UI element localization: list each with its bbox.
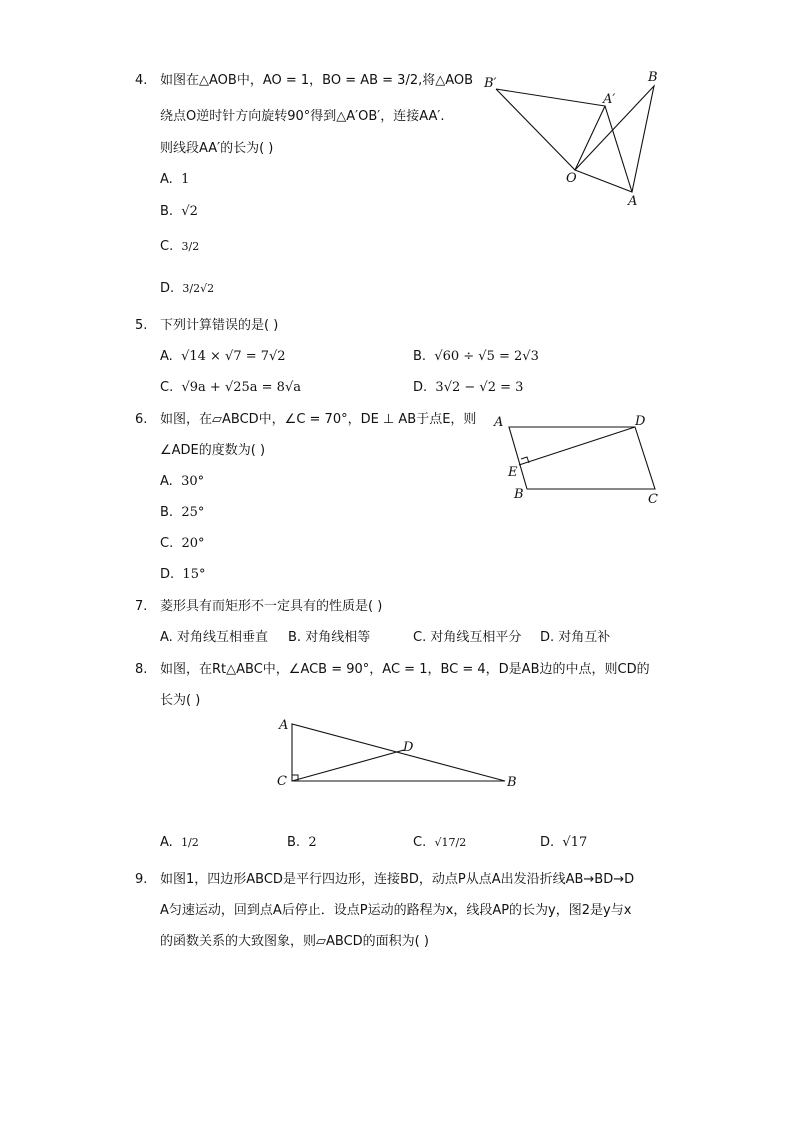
option-text: √17/2	[434, 836, 467, 849]
question-stem-line: 则线段AA′的长为( )	[160, 141, 274, 156]
q8-figure	[270, 712, 530, 798]
question-stem-line: 如图，在Rt△ABC中，∠ACB = 90°，AC = 1，BC = 4，D是AB边的中点，则CD的	[160, 662, 650, 677]
option-label: B.	[160, 204, 174, 219]
option-text: 3/2√2	[182, 282, 215, 295]
label-a: A	[494, 415, 504, 430]
question-stem: 菱形具有而矩形不一定具有的性质是( )	[160, 599, 383, 614]
option-b[interactable]	[160, 504, 204, 522]
option-b[interactable]	[287, 834, 317, 852]
label-a: A	[279, 718, 289, 733]
q4-figure	[480, 64, 670, 214]
label-b: B	[507, 775, 517, 790]
option-label: C.	[413, 630, 427, 645]
option-d[interactable]	[540, 834, 587, 852]
option-text: 30°	[181, 474, 205, 489]
label-d: D	[635, 414, 646, 429]
option-text: 2	[308, 835, 317, 850]
option-text: √2	[181, 204, 198, 219]
option-text: √60 ÷ √5 = 2√3	[434, 349, 539, 364]
triangle-a-prime-o-b-prime	[496, 89, 605, 170]
option-text: √14 × √7 = 7√2	[181, 349, 286, 364]
option-a[interactable]	[160, 348, 286, 366]
option-b[interactable]	[160, 203, 198, 221]
option-c[interactable]	[160, 379, 301, 397]
q6-figure	[490, 410, 670, 510]
option-text: √17	[562, 835, 588, 850]
question-stem-line: ∠ADE的度数为( )	[160, 443, 266, 458]
option-label: B.	[413, 349, 427, 364]
question-stem-line: 绕点O逆时针方向旋转90°得到△A′OB′，连接AA′.	[160, 109, 445, 124]
option-a[interactable]	[160, 171, 189, 189]
option-label: A.	[160, 349, 173, 364]
label-d: D	[403, 740, 414, 755]
option-d[interactable]	[160, 280, 214, 298]
question-stem-line: 如图1，四边形ABCD是平行四边形，连接BD，动点P从点A出发沿折线AB→BD→D	[160, 872, 635, 887]
option-c[interactable]	[413, 834, 466, 852]
option-label: C.	[160, 380, 174, 395]
question-number: 6.	[135, 412, 148, 427]
label-e: E	[508, 465, 518, 480]
label-a: A	[628, 194, 638, 209]
option-text: 对角线互相平分	[430, 630, 522, 645]
label-b-prime: B′	[484, 76, 497, 91]
label-c: C	[648, 492, 658, 507]
option-label: B.	[160, 505, 174, 520]
option-c[interactable]	[413, 629, 521, 647]
option-label: D.	[540, 630, 555, 645]
option-label: C.	[413, 835, 427, 850]
option-text: 对角线互相垂直	[176, 630, 268, 645]
option-text: 对角线相等	[305, 630, 371, 645]
label-a-prime: A′	[603, 92, 616, 107]
option-text: √9a + √25a = 8√a	[181, 380, 301, 395]
question-number: 5.	[135, 318, 148, 333]
option-a[interactable]	[160, 629, 268, 647]
parallelogram-abcd	[509, 427, 655, 489]
option-text: 对角互补	[558, 630, 611, 645]
label-b: B	[648, 70, 658, 85]
option-label: B.	[288, 630, 302, 645]
question-stem-line: 长为( )	[160, 693, 201, 708]
option-label: A.	[160, 474, 173, 489]
option-label: A.	[160, 630, 173, 645]
option-text: 3/2	[181, 240, 200, 253]
question-stem-line: 如图在△AOB中，AO = 1，BO = AB = 3/2,将△AOB	[160, 73, 474, 88]
option-label: C.	[160, 536, 174, 551]
label-o: O	[566, 171, 577, 186]
option-text: 1	[181, 172, 190, 187]
option-a[interactable]	[160, 834, 199, 852]
option-a[interactable]	[160, 473, 204, 491]
label-c: C	[277, 774, 287, 789]
option-b[interactable]	[288, 629, 370, 647]
question-number: 4.	[135, 73, 148, 88]
question-stem-line: A匀速运动，回到点A后停止．设点P运动的路程为x，线段AP的长为y，图2是y与x	[160, 903, 632, 918]
option-label: D.	[413, 380, 428, 395]
option-label: A.	[160, 172, 173, 187]
question-number: 7.	[135, 599, 148, 614]
option-text: 25°	[181, 505, 205, 520]
option-label: A.	[160, 835, 173, 850]
option-label: D.	[160, 567, 175, 582]
option-d[interactable]	[540, 629, 610, 647]
option-c[interactable]	[160, 535, 205, 553]
option-label: B.	[287, 835, 301, 850]
option-text: 15°	[182, 567, 206, 582]
option-b[interactable]	[413, 348, 539, 366]
question-number: 8.	[135, 662, 148, 677]
question-number: 9.	[135, 872, 148, 887]
segment-de	[519, 427, 635, 465]
option-label: D.	[540, 835, 555, 850]
question-stem: 下列计算错误的是( )	[160, 318, 279, 333]
segment-aa-prime	[605, 106, 632, 192]
question-stem-line: 的函数关系的大致图象，则▱ABCD的面积为( )	[160, 934, 429, 949]
option-d[interactable]	[160, 566, 205, 584]
option-label: C.	[160, 239, 174, 254]
option-text: 3√2 − √2 = 3	[435, 380, 524, 395]
label-b: B	[514, 487, 524, 502]
option-c[interactable]	[160, 238, 199, 256]
option-d[interactable]	[413, 379, 523, 397]
question-stem-line: 如图，在▱ABCD中，∠C = 70°，DE ⊥ AB于点E，则	[160, 412, 477, 427]
option-text: 20°	[181, 536, 205, 551]
option-text: 1/2	[181, 836, 199, 849]
segment-cd	[292, 750, 404, 781]
option-label: D.	[160, 281, 175, 296]
